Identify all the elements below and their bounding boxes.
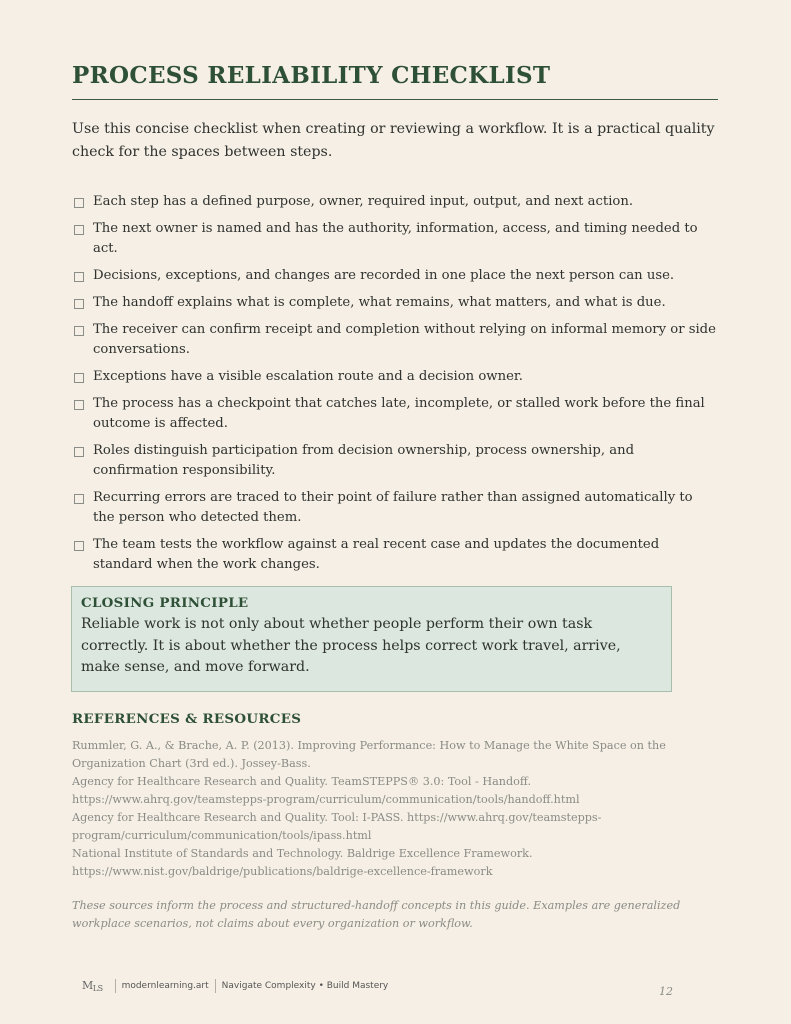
logo-main: M [82, 979, 93, 992]
checklist-item[interactable] [72, 367, 718, 387]
checklist-item-text: The receiver can confirm receipt and completion without relying on informal memory or side conversations. [93, 322, 716, 357]
footer-tagline: Navigate Complexity • Build Mastery [221, 981, 389, 991]
checklist-item-text: Each step has a defined purpose, owner, required input, output, and next action. [93, 194, 634, 209]
page-title: PROCESS RELIABILITY CHECKLIST [72, 62, 551, 89]
footer-site[interactable]: modernlearning.art [121, 981, 209, 991]
checklist-item-text: The handoff explains what is complete, what remains, what matters, and what is due. [93, 295, 666, 310]
checklist-item-text: The next owner is named and has the authority, information, access, and timing needed to act. [93, 221, 698, 256]
checkbox-icon[interactable] [74, 373, 84, 383]
closing-principle-text: Reliable work is not only about whether people perform their own task correctly. It is about whether the process helps correct work travel, arrive, make sense, and move forward. [81, 616, 621, 675]
checklist-item-text: Decisions, exceptions, and changes are recorded in one place the next person can use. [93, 268, 675, 283]
checkbox-icon[interactable] [74, 494, 84, 504]
checkbox-icon[interactable] [74, 541, 84, 551]
checklist [72, 192, 718, 582]
checklist-item[interactable] [72, 320, 718, 360]
checkbox-icon[interactable] [74, 272, 84, 282]
footer-divider [215, 979, 216, 993]
reference-item: National Institute of Standards and Technology. Baldrige Excellence Framework. https://www.nist.gov/baldrige/publications/baldrige-excellence-framework [72, 847, 533, 878]
title-divider [72, 99, 718, 100]
checklist-item[interactable] [72, 394, 718, 434]
checkbox-icon[interactable] [74, 225, 84, 235]
footer [82, 979, 388, 993]
checklist-item[interactable] [72, 293, 718, 313]
checklist-item[interactable] [72, 219, 718, 259]
closing-principle-box [71, 586, 672, 692]
brand-logo [82, 979, 109, 993]
page-number: 12 [659, 985, 673, 998]
checkbox-icon[interactable] [74, 198, 84, 208]
checklist-item[interactable] [72, 192, 718, 212]
checklist-item-text: The team tests the workflow against a real recent case and updates the documented standard when the work changes. [93, 537, 660, 572]
checkbox-icon[interactable] [74, 299, 84, 309]
checklist-item-text: Recurring errors are traced to their point of failure rather than assigned automatically to the person who detected them. [93, 490, 693, 525]
checklist-item[interactable] [72, 535, 718, 575]
intro-paragraph: Use this concise checklist when creating or reviewing a workflow. It is a practical quality check for the spaces between steps. [72, 121, 715, 160]
checklist-item[interactable] [72, 488, 718, 528]
checkbox-icon[interactable] [74, 326, 84, 336]
checklist-item-text: The process has a checkpoint that catches late, incomplete, or stalled work before the final outcome is affected. [93, 396, 705, 431]
checkbox-icon[interactable] [74, 447, 84, 457]
references-heading: REFERENCES & RESOURCES [72, 711, 302, 727]
logo-sub: LS [92, 984, 103, 993]
closing-principle-title: CLOSING PRINCIPLE [81, 595, 249, 611]
checkbox-icon[interactable] [74, 400, 84, 410]
reference-item: Rummler, G. A., & Brache, A. P. (2013). Improving Performance: How to Manage the White Space on the Organization Chart (3rd ed.). Jossey-Bass. [72, 739, 666, 770]
checklist-item-text: Exceptions have a visible escalation route and a decision owner. [93, 369, 523, 384]
sources-note: These sources inform the process and structured-handoff concepts in this guide. Examples are generalized workplace scenarios, not claims about every organization or workflow. [72, 899, 681, 930]
references-list [72, 737, 722, 881]
checklist-item-text: Roles distinguish participation from decision ownership, process ownership, and confirmation responsibility. [93, 443, 635, 478]
reference-item: Agency for Healthcare Research and Quality. TeamSTEPPS® 3.0: Tool - Handoff. https://www.ahrq.gov/teamstepps-program/curriculum/communication/tools/handoff.html [72, 775, 580, 806]
checklist-item[interactable] [72, 441, 718, 481]
checklist-item[interactable] [72, 266, 718, 286]
reference-item: Agency for Healthcare Research and Quality. Tool: I-PASS. https://www.ahrq.gov/teamstepps-program/curriculum/communication/tools/ipass.html [72, 811, 602, 842]
footer-divider [115, 979, 116, 993]
